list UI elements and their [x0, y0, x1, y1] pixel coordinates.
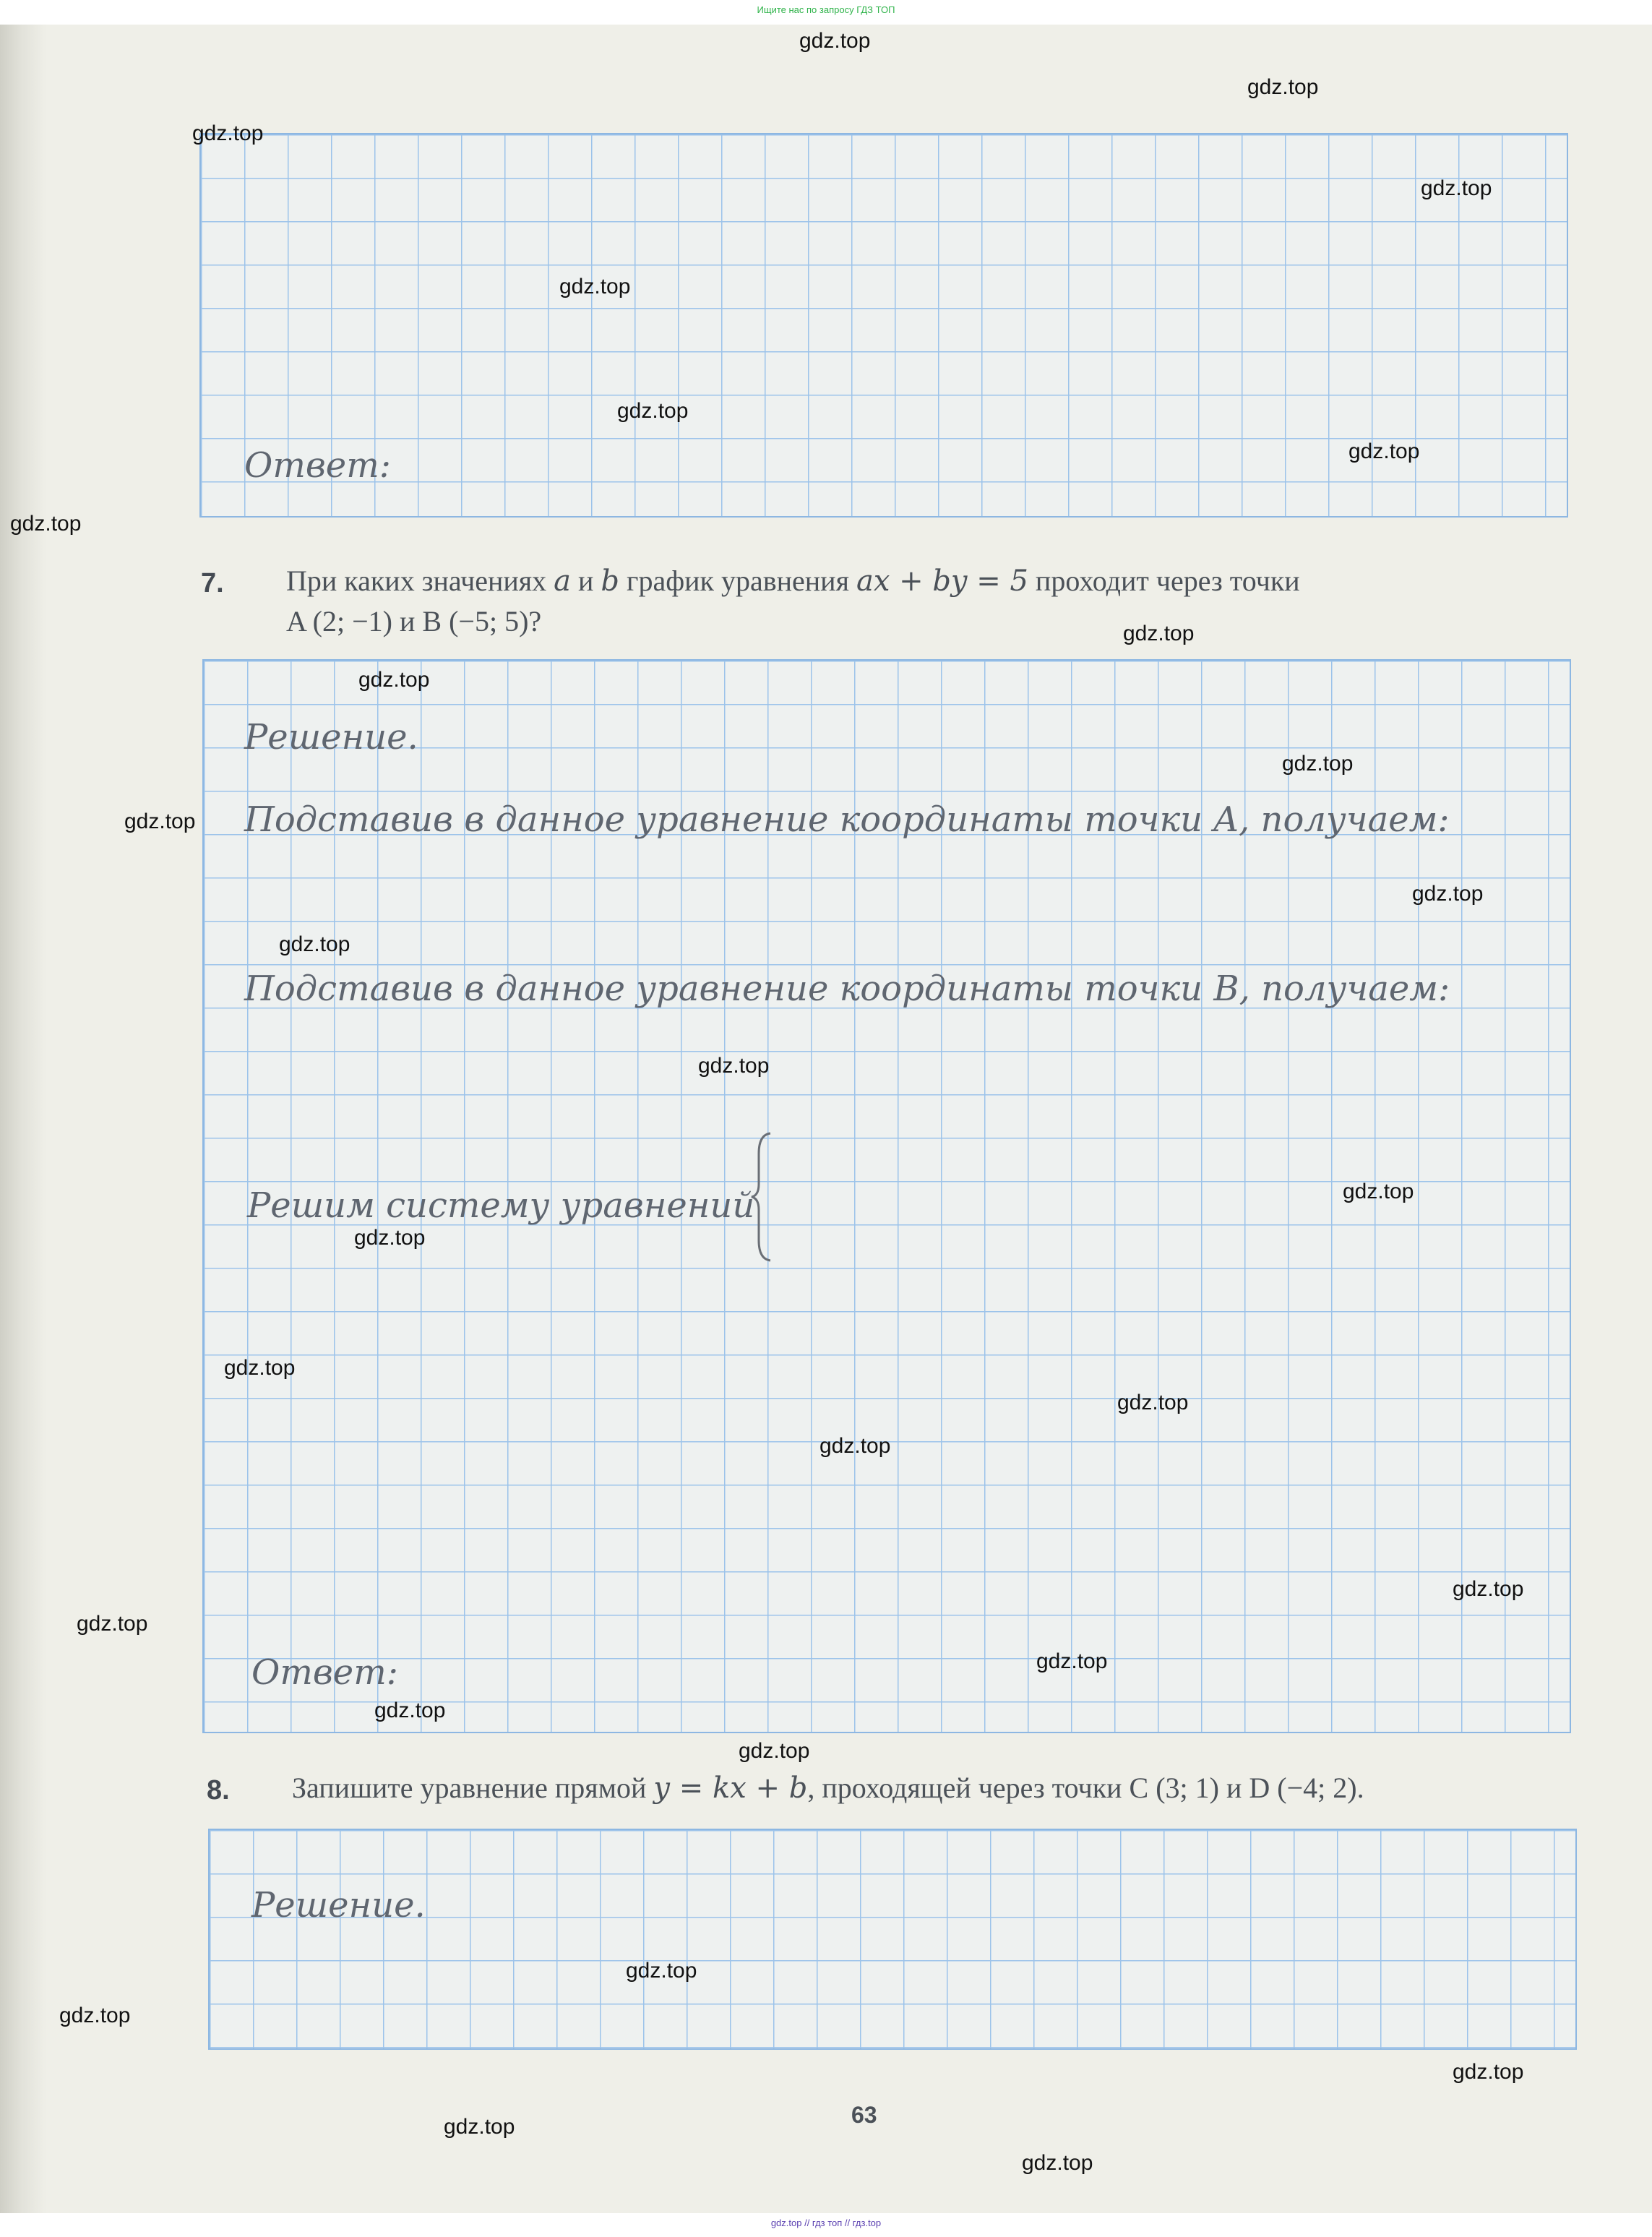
watermark: gdz.top	[1036, 1649, 1108, 1673]
task-8-solution-label: Решение.	[251, 1885, 426, 1925]
watermark: gdz.top	[626, 1959, 697, 1983]
task-7-number: 7.	[201, 568, 224, 598]
task-8-text-a: Запишите уравнение прямой	[292, 1772, 654, 1804]
watermark: gdz.top	[1117, 1391, 1189, 1414]
grid-block-task-8	[208, 1829, 1577, 2050]
watermark: gdz.top	[374, 1699, 446, 1722]
task-7-step-point-b: Подставив в данное уравнение координаты точки B, получаем:	[244, 969, 1450, 1009]
watermark: gdz.top	[59, 2004, 131, 2027]
task-7-solution-label: Решение.	[244, 717, 418, 757]
task-7-answer-label: Ответ:	[251, 1652, 398, 1693]
watermark: gdz.top	[224, 1356, 296, 1380]
task-7-system-label: Решим систему уравнений	[247, 1185, 755, 1226]
task-8-text-b: , проходящей через точки C (3; 1) и D (−4; 2).	[807, 1772, 1364, 1804]
answer-label-previous: Ответ:	[244, 445, 391, 486]
watermark: gdz.top	[77, 1612, 148, 1636]
watermark: gdz.top	[10, 512, 82, 536]
watermark: gdz.top	[1282, 752, 1354, 776]
page-number: 63	[851, 2102, 877, 2128]
task-7-var-a: a	[554, 564, 572, 598]
watermark: gdz.top	[1348, 439, 1420, 463]
watermark: gdz.top	[358, 668, 430, 692]
watermark: gdz.top	[124, 810, 196, 833]
watermark: gdz.top	[1412, 882, 1484, 906]
watermark: gdz.top	[354, 1226, 426, 1250]
watermark: gdz.top	[1022, 2151, 1093, 2175]
watermark: gdz.top	[739, 1739, 810, 1763]
watermark: gdz.top	[1123, 622, 1195, 645]
page-spine-shadow	[0, 25, 46, 2213]
task-7-statement	[286, 561, 1570, 642]
watermark: gdz.top	[1453, 2060, 1524, 2084]
watermark: gdz.top	[819, 1434, 891, 1458]
watermark: gdz.top	[279, 932, 350, 956]
watermark: gdz.top	[444, 2115, 515, 2139]
task-8-number: 8.	[207, 1775, 230, 1806]
watermark: gdz.top	[698, 1054, 770, 1078]
task-7-text-c: график уравнения	[619, 564, 856, 597]
watermark: gdz.top	[1247, 75, 1319, 99]
task-7-text-b: и	[571, 564, 601, 597]
watermark: gdz.top	[799, 29, 871, 53]
top-banner[interactable]: Ищите нас по запросу ГДЗ ТОП	[757, 4, 895, 15]
watermark: gdz.top	[617, 399, 689, 423]
task-7-var-b: b	[601, 564, 620, 598]
system-brace-icon	[749, 1132, 773, 1262]
bottom-banner[interactable]: gdz.top // гдз топ // гдз.top	[770, 2217, 882, 2228]
task-7-equation: ax + by = 5	[856, 564, 1028, 598]
watermark: gdz.top	[559, 275, 631, 299]
task-8-statement	[292, 1768, 1575, 1808]
watermark: gdz.top	[192, 121, 264, 145]
watermark: gdz.top	[1421, 176, 1492, 200]
task-7-points: A (2; −1) и B (−5; 5)?	[286, 605, 542, 637]
watermark: gdz.top	[1343, 1180, 1414, 1203]
task-8-equation: y = kx + b	[653, 1772, 808, 1805]
task-7-text-a: При каких значениях	[286, 564, 554, 597]
task-7-text-d: проходит через точки	[1028, 564, 1300, 597]
watermark: gdz.top	[1453, 1577, 1524, 1601]
task-7-step-point-a: Подставив в данное уравнение координаты точки A, получаем:	[244, 799, 1450, 840]
